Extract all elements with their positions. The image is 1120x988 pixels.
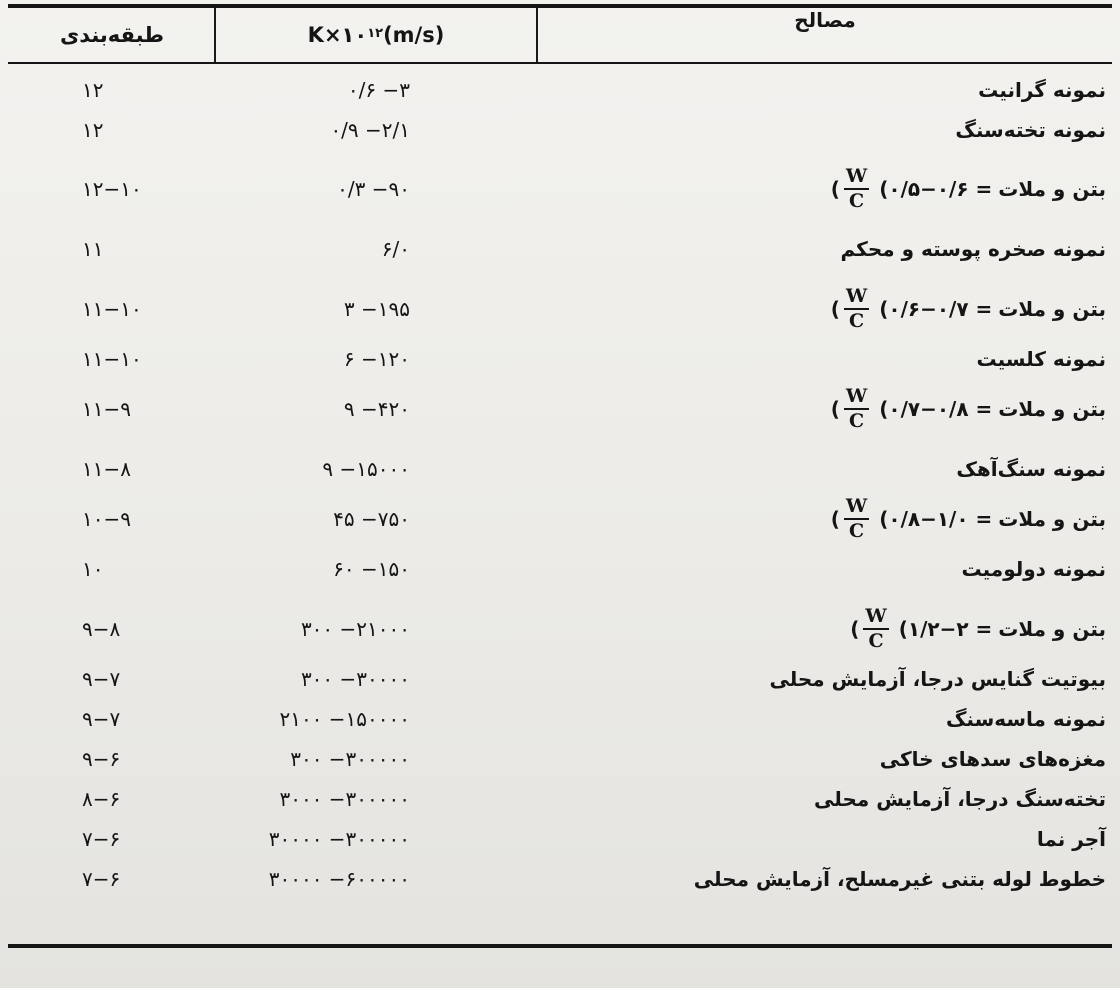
- classification-cell: ۱۱−۱۰: [82, 297, 142, 321]
- wc-denominator: C: [848, 190, 865, 212]
- material-name: تخته‌سنگ درجا، آزمایش محلی: [814, 787, 1106, 811]
- material-cell: [956, 449, 1106, 489]
- classification-cell: ۱۰: [82, 557, 104, 581]
- table-row: [0, 110, 1120, 150]
- table-row: [0, 285, 1120, 332]
- wc-ratio-range: = ۰/۶−۰/۷): [879, 297, 993, 321]
- table-row: [0, 229, 1120, 269]
- classification-cell: ۹−۶: [82, 747, 121, 771]
- material-name: مغزه‌های سدهای خاکی: [879, 747, 1106, 771]
- table-row: [0, 699, 1120, 739]
- k-range-cell: ۳۰۰۰۰ −۳۰۰۰۰۰: [268, 827, 410, 851]
- wc-numerator: W: [844, 287, 869, 310]
- ratio-open-paren: (: [850, 617, 860, 641]
- wc-fraction: [844, 497, 869, 541]
- classification-cell: ۱۱−۸: [82, 457, 131, 481]
- classification-cell: ۱۲: [82, 118, 104, 142]
- header-k-unit: (m/s): [383, 23, 445, 47]
- k-range-cell: ۰/۳ −۹۰: [337, 177, 410, 201]
- material-name: بتن و ملات: [998, 617, 1106, 641]
- table-row: [0, 779, 1120, 819]
- header-classification: طبقه‌بندی: [59, 23, 165, 47]
- wc-denominator: C: [848, 520, 865, 542]
- header-k-label: K×۱۰: [307, 23, 368, 47]
- material-name: نمونه دولومیت: [961, 557, 1106, 581]
- material-cell: [841, 229, 1107, 269]
- k-range-cell: ۹ −۱۵۰۰۰: [322, 457, 410, 481]
- table-row: [0, 739, 1120, 779]
- material-cell: [694, 859, 1106, 899]
- table-bottom-rule: [8, 944, 1112, 948]
- classification-cell: ۷−۶: [82, 867, 121, 891]
- classification-cell: ۱۲−۱۰: [82, 177, 142, 201]
- material-name: بتن و ملات: [998, 397, 1106, 421]
- wc-numerator: W: [844, 167, 869, 190]
- table-row: [0, 859, 1120, 899]
- material-name: نمونه ماسه‌سنگ: [945, 707, 1106, 731]
- table-row: [0, 165, 1120, 212]
- wc-denominator: C: [868, 630, 884, 652]
- wc-denominator: C: [848, 310, 865, 332]
- water-cement-ratio: [831, 167, 993, 211]
- material-cell: [830, 385, 1106, 432]
- header-bottom-rule: [8, 62, 1112, 64]
- k-range-cell: ۳۰۰۰ −۳۰۰۰۰۰: [279, 787, 410, 811]
- classification-cell: ۱۲: [82, 78, 104, 102]
- table-row: [0, 819, 1120, 859]
- header-material: مصالح: [794, 8, 856, 32]
- wc-ratio-range: = ۰/۸−۱/۰): [879, 507, 993, 531]
- classification-cell: ۱۰−۹: [82, 507, 131, 531]
- water-cement-ratio: [831, 497, 993, 541]
- table-row: [0, 495, 1120, 542]
- material-name: نمونه سنگ‌آهک: [956, 457, 1106, 481]
- water-cement-ratio: [831, 287, 993, 331]
- wc-fraction: [844, 167, 869, 211]
- header-k-exponent: ۱۲: [367, 25, 384, 41]
- material-cell: [946, 699, 1106, 739]
- k-range-cell: ۶۰ −۱۵۰: [333, 557, 410, 581]
- material-name: بیوتیت گنایس درجا، آزمایش محلی: [769, 667, 1106, 691]
- wc-numerator: W: [844, 497, 869, 520]
- wc-fraction: [863, 607, 888, 651]
- water-cement-ratio: [850, 607, 992, 651]
- k-range-cell: ۶/۰: [381, 237, 410, 261]
- k-range-cell: ۳۰۰ −۳۰۰۰۰: [300, 667, 410, 691]
- k-range-cell: ۴۵ −۷۵۰: [333, 507, 410, 531]
- material-cell: [955, 110, 1106, 150]
- material-name: نمونه کلسیت: [976, 347, 1106, 371]
- classification-cell: ۹−۷: [82, 667, 121, 691]
- wc-fraction: [844, 387, 869, 431]
- k-range-cell: ۳۰۰۰۰ −۶۰۰۰۰۰: [268, 867, 410, 891]
- classification-cell: ۱۱−۹: [82, 397, 131, 421]
- classification-cell: ۱۱−۱۰: [82, 347, 142, 371]
- material-cell: [976, 339, 1106, 379]
- header-k-value: [216, 8, 536, 62]
- material-name: بتن و ملات: [998, 297, 1106, 321]
- wc-numerator: W: [844, 387, 869, 410]
- ratio-open-paren: (: [830, 397, 840, 421]
- material-cell: [814, 779, 1106, 819]
- table-row: [0, 385, 1120, 432]
- k-range-cell: ۹ −۴۲۰: [343, 397, 410, 421]
- wc-ratio-range: = ۰/۷−۰/۸): [879, 397, 993, 421]
- k-range-cell: ۰/۹ −۲/۱: [330, 118, 410, 142]
- material-cell: [978, 70, 1106, 110]
- table-row: [0, 659, 1120, 699]
- wc-numerator: W: [863, 607, 888, 630]
- k-range-cell: ۳۰۰ −۳۰۰۰۰۰: [290, 747, 410, 771]
- ratio-open-paren: (: [830, 507, 840, 531]
- classification-cell: ۸−۶: [82, 787, 121, 811]
- table-row: [0, 339, 1120, 379]
- table-row: [0, 449, 1120, 489]
- table-row: [0, 605, 1120, 652]
- material-cell: [830, 165, 1106, 212]
- material-name: آجر نما: [1036, 827, 1106, 851]
- table-row: [0, 70, 1120, 110]
- k-range-cell: ۰/۶ −۳: [347, 78, 410, 102]
- k-range-cell: ۲۱۰۰ −۱۵۰۰۰۰: [279, 707, 410, 731]
- material-cell: [830, 495, 1106, 542]
- k-range-cell: ۶ −۱۲۰: [343, 347, 410, 371]
- material-name: بتن و ملات: [998, 507, 1106, 531]
- material-cell: [830, 285, 1106, 332]
- classification-cell: ۱۱: [82, 237, 104, 261]
- classification-cell: ۹−۷: [82, 707, 121, 731]
- material-cell: [769, 659, 1106, 699]
- material-name: نمونه صخره پوسته و محکم: [840, 237, 1106, 261]
- material-cell: [961, 549, 1106, 589]
- wc-fraction: [844, 287, 869, 331]
- water-cement-ratio: [831, 387, 993, 431]
- material-name: نمونه تخته‌سنگ: [955, 118, 1106, 142]
- material-cell: [880, 739, 1106, 779]
- wc-ratio-range: = ۰/۵−۰/۶): [879, 177, 993, 201]
- ratio-open-paren: (: [830, 297, 840, 321]
- material-name: بتن و ملات: [998, 177, 1106, 201]
- material-name: خطوط لوله بتنی غیرمسلح، آزمایش محلی: [693, 867, 1106, 891]
- wc-ratio-range: = ۱/۲−۲): [898, 617, 993, 641]
- material-name: نمونه گرانیت: [978, 78, 1106, 102]
- table-row: [0, 549, 1120, 589]
- k-range-cell: ۳ −۱۹۵: [343, 297, 410, 321]
- classification-cell: ۹−۸: [82, 617, 121, 641]
- material-cell: [850, 605, 1106, 652]
- classification-cell: ۷−۶: [82, 827, 121, 851]
- ratio-open-paren: (: [830, 177, 840, 201]
- wc-denominator: C: [848, 410, 865, 432]
- k-range-cell: ۳۰۰ −۲۱۰۰۰: [300, 617, 410, 641]
- material-cell: [1037, 819, 1106, 859]
